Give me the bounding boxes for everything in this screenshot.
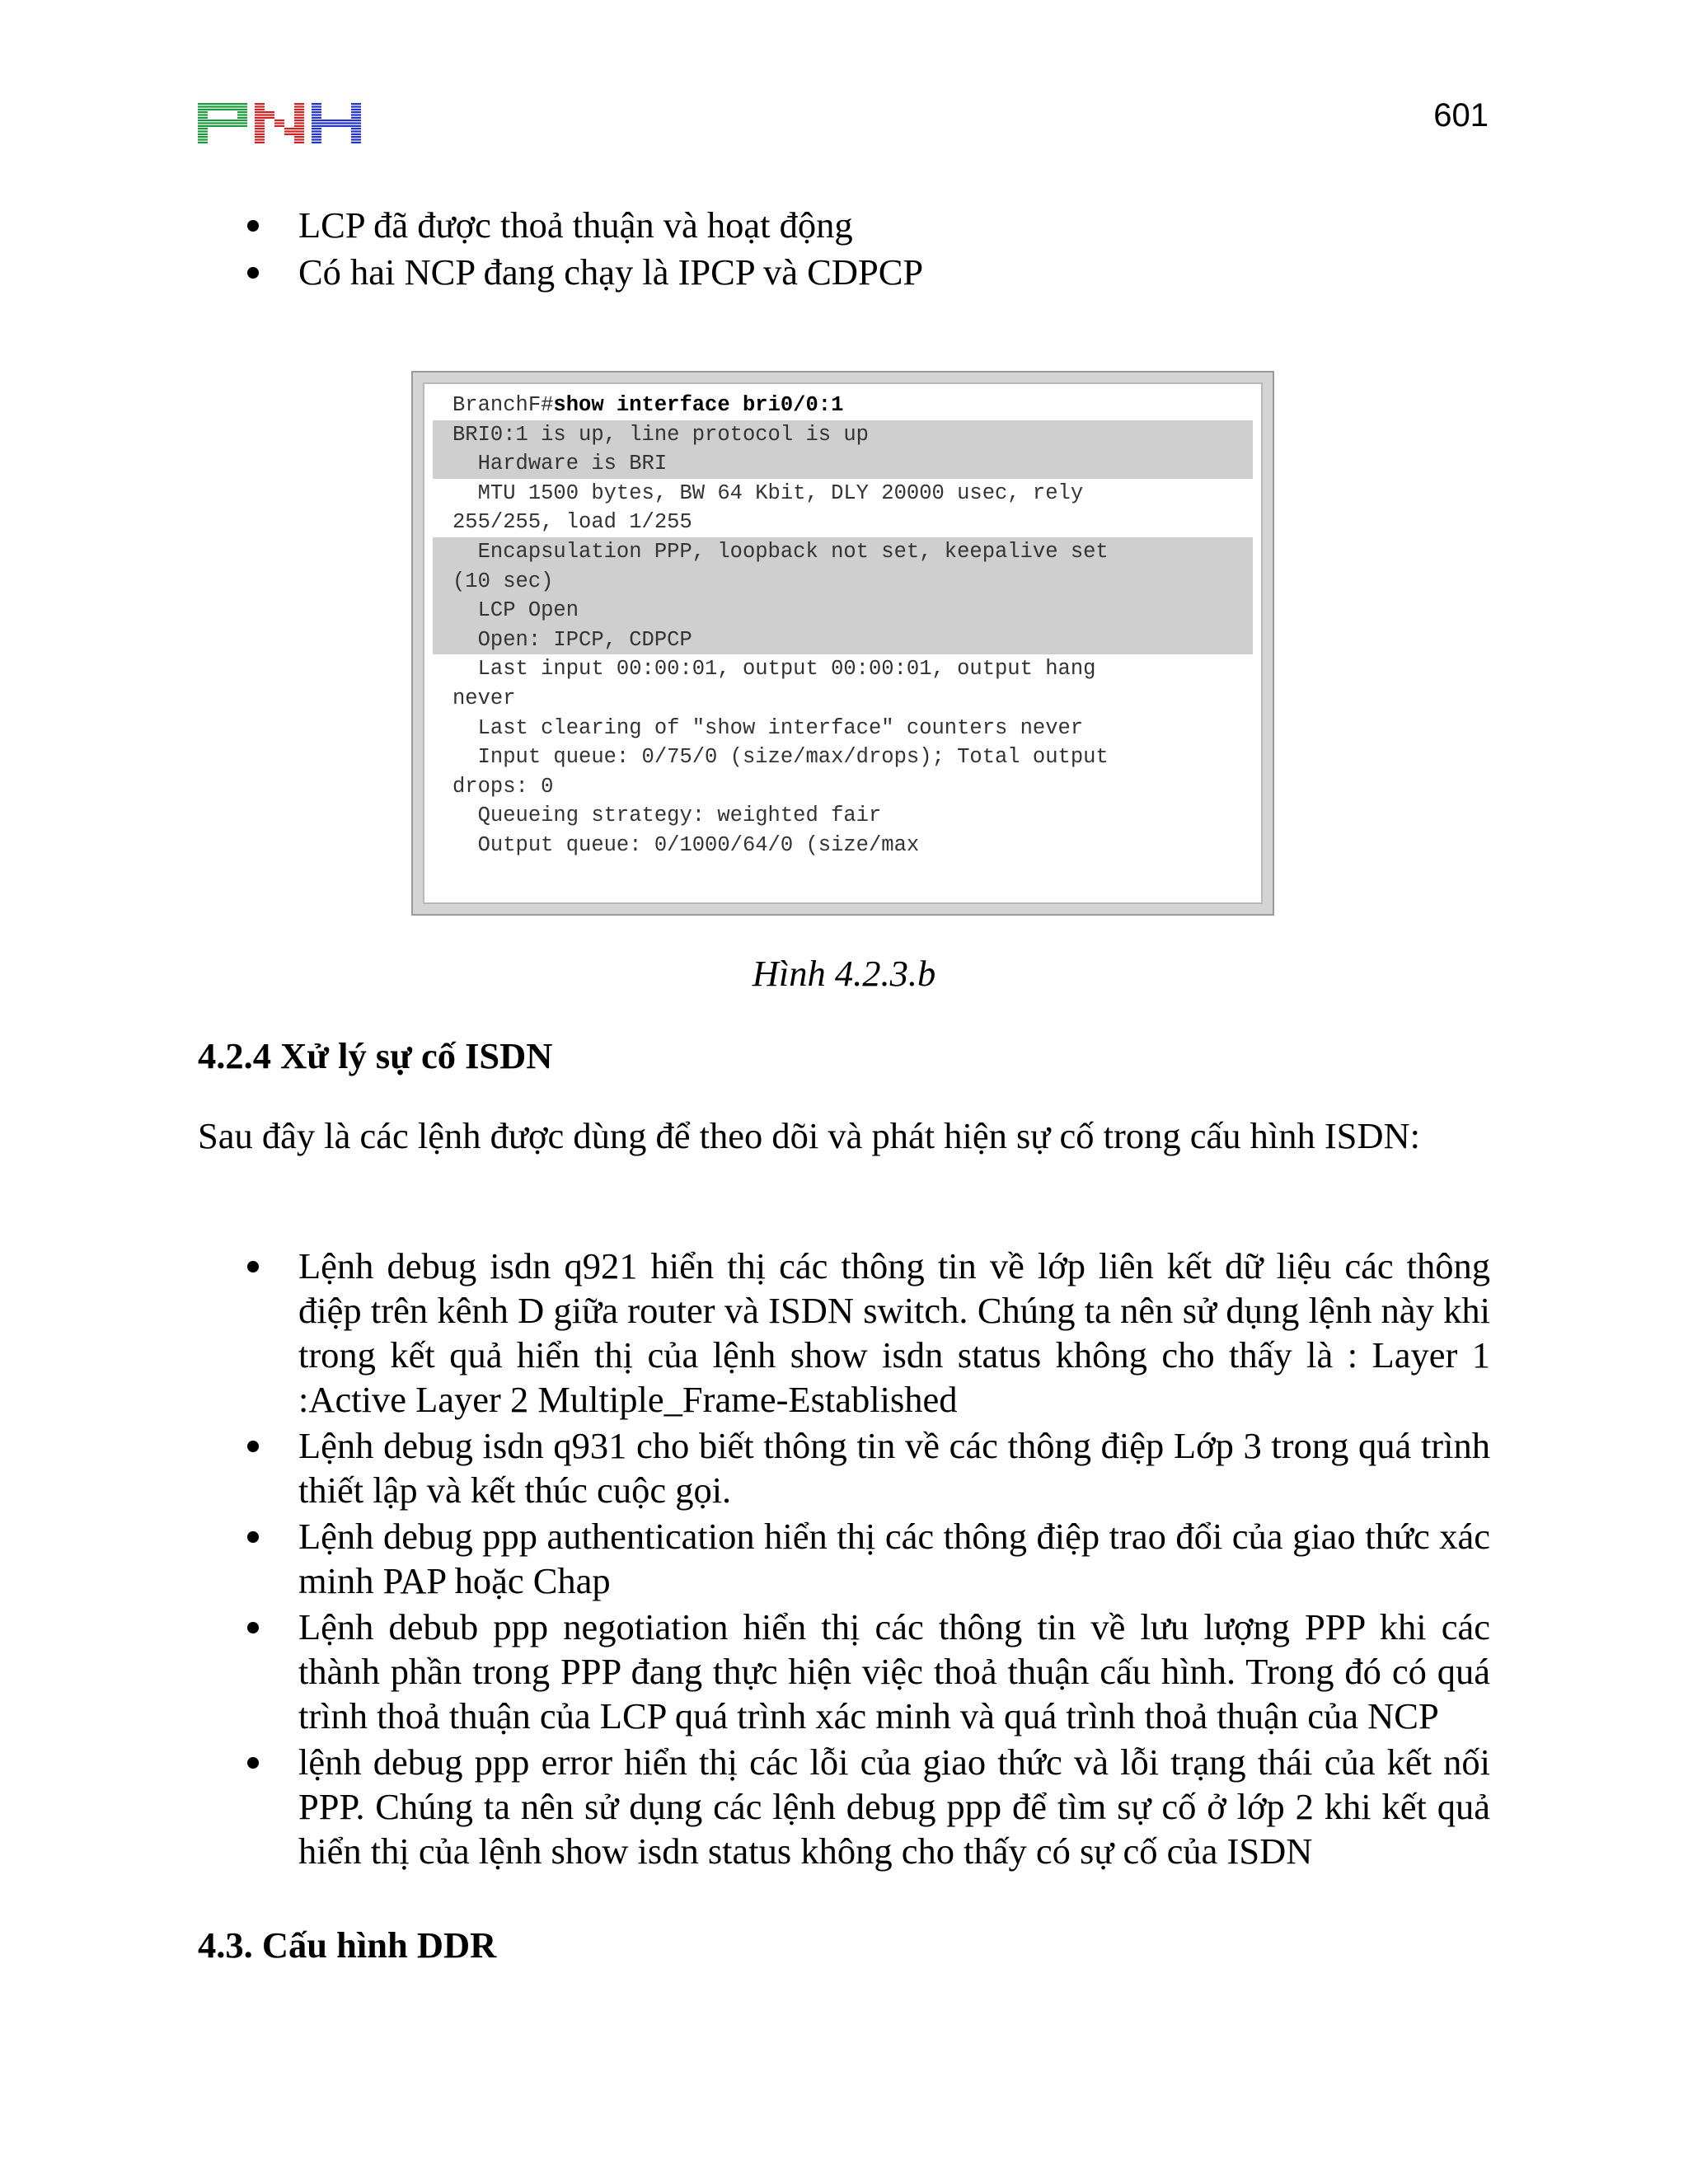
page-number: 601 — [1433, 97, 1489, 134]
section-heading: 4.3. Cấu hình DDR — [198, 1924, 497, 1966]
list-item: Lệnh debub ppp negotiation hiển thị các thông tin về lưu lượng PPP khi các thành phần trong PPP đang thực hiện việc thoả thuận cấu hình. Trong đó có quá trình thoả thuận của LCP quá trình xác minh và quá trình thoả thuận của NCP — [198, 1605, 1490, 1738]
bullet-icon — [247, 1757, 259, 1769]
bullet-icon — [247, 1441, 259, 1452]
list-item: Lệnh debug isdn q921 hiển thị các thông tin về lớp liên kết dữ liệu các thông điệp trên kênh D giữa router và ISDN switch. Chúng ta nên sử dụng lệnh này khi trong kết quả hiển thị của lệnh show isdn status không cho thấy là : Layer 1 :Active Layer 2 Multiple_Frame-Established — [198, 1244, 1490, 1422]
top-bullet-list — [198, 203, 1490, 297]
figure-caption: Hình 4.2.3.b — [752, 953, 936, 994]
terminal-line: LCP Open — [433, 596, 1253, 626]
list-item: lệnh debug ppp error hiển thị các lỗi của giao thức và lỗi trạng thái của kết nối PPP. Chúng ta nên sử dụng các lệnh debug ppp để tìm sự cố ở lớp 2 khi kết quả hiển thị của lệnh show isdn status không cho thấy có sự cố của ISDN — [198, 1740, 1490, 1873]
terminal-output — [433, 391, 1253, 860]
bullet-icon — [247, 1622, 259, 1633]
terminal-line: Last input 00:00:01, output 00:00:01, output hang — [452, 657, 1096, 682]
section-intro: Sau đây là các lệnh được dùng để theo dõi và phát hiện sự cố trong cấu hình ISDN: — [198, 1115, 1421, 1156]
terminal-line: Hardware is BRI — [433, 449, 1253, 479]
terminal-line: drops: 0 — [452, 774, 554, 799]
bullet-icon — [247, 220, 259, 232]
list-item: LCP đã được thoả thuận và hoạt động — [198, 203, 1490, 247]
terminal-line: Last clearing of "show interface" counters never — [452, 715, 1084, 740]
terminal-line: BRI0:1 is up, line protocol is up — [433, 420, 1253, 450]
list-item: Lệnh debug isdn q931 cho biết thông tin về các thông điệp Lớp 3 trong quá trình thiết lập và kết thúc cuộc gọi. — [198, 1423, 1490, 1512]
bullet-icon — [247, 1261, 259, 1272]
terminal-line: Input queue: 0/75/0 (size/max/drops); Total output — [452, 745, 1109, 770]
bullet-icon — [247, 267, 259, 279]
terminal-line: MTU 1500 bytes, BW 64 Kbit, DLY 20000 usec, rely — [452, 480, 1084, 505]
terminal-command-line: BranchF#show interface bri0/0:1 — [452, 393, 844, 417]
terminal-line: Queueing strategy: weighted fair — [452, 804, 882, 828]
list-item: Có hai NCP đang chạy là IPCP và CDPCP — [198, 250, 1490, 294]
terminal-line: Open: IPCP, CDPCP — [433, 626, 1253, 655]
pnh-logo — [198, 103, 366, 146]
terminal-line: Encapsulation PPP, loopback not set, keepalive set — [433, 537, 1253, 567]
terminal-line: Output queue: 0/1000/64/0 (size/max — [452, 832, 920, 857]
terminal-line: 255/255, load 1/255 — [452, 510, 692, 535]
section-heading: 4.2.4 Xử lý sự cố ISDN — [198, 1035, 553, 1076]
terminal-figure — [411, 371, 1274, 916]
terminal-line: never — [452, 686, 516, 710]
terminal-line: (10 sec) — [433, 567, 1253, 597]
list-item: Lệnh debug ppp authentication hiển thị các thông điệp trao đổi của giao thức xác minh PAP hoặc Chap — [198, 1514, 1490, 1603]
terminal-window — [423, 382, 1263, 904]
bullet-icon — [247, 1531, 259, 1543]
debug-command-list — [198, 1244, 1490, 1875]
